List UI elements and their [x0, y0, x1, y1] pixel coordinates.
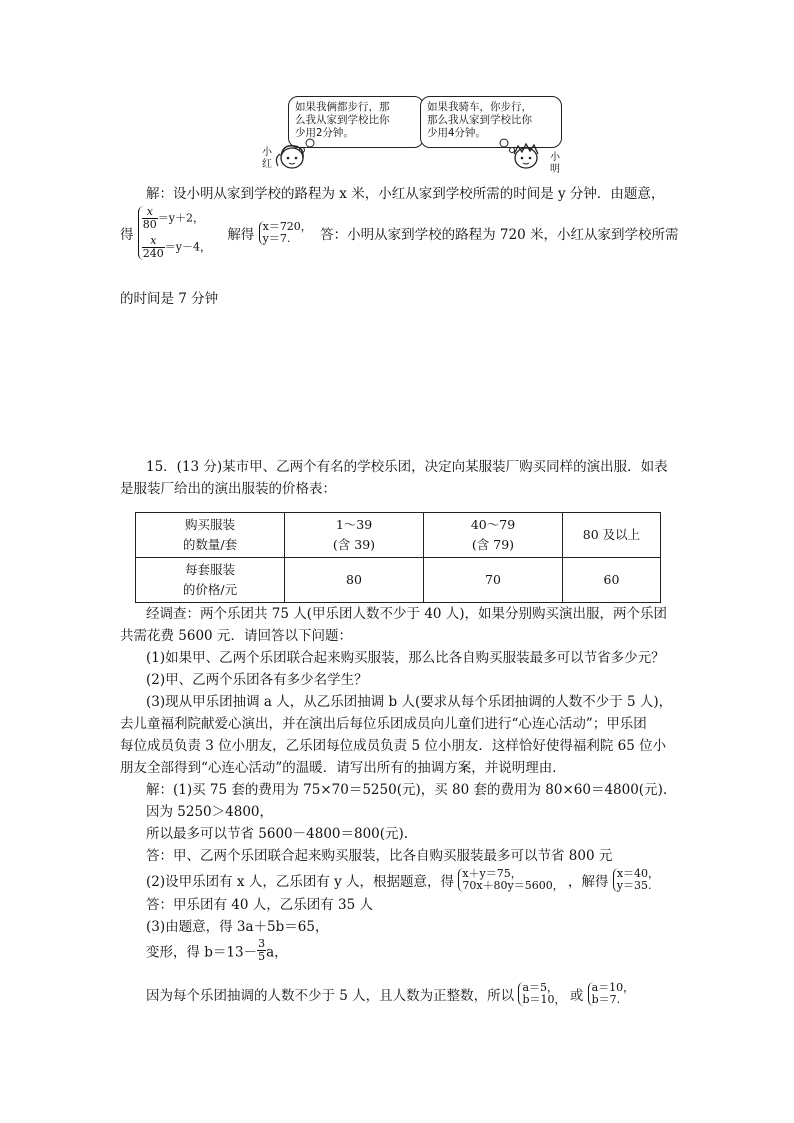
s3-case1-b: b＝10，	[522, 993, 566, 1006]
solution-2-line	[146, 868, 659, 892]
p14-solve: 解得	[227, 227, 255, 243]
s3-num: 3	[258, 937, 266, 950]
table-cell: 80	[285, 558, 424, 603]
s3-pre: 变形，得 b＝13－	[146, 944, 258, 961]
s2-sol2: y＝35.	[616, 879, 652, 892]
table-row	[136, 513, 661, 558]
name-left-2: 红	[262, 159, 272, 170]
eq2-num: x	[142, 235, 165, 248]
solution-2-answer: 答：甲乐团有 40 人，乙乐团有 35 人	[146, 897, 374, 913]
question-2: (2)甲、乙两个乐团各有多少名学生？	[146, 672, 368, 688]
question-1: (1)如果甲、乙两个乐团联合起来购买服装，那么比各自购买服装最多可以节省多少元？	[146, 650, 665, 666]
solution-2-mid: ，解得	[568, 874, 609, 890]
s3-case1-a: a＝5，	[522, 981, 559, 994]
range-2-note: (含 79)	[471, 537, 515, 552]
table-cell: 60	[563, 558, 661, 603]
table-cell	[424, 513, 563, 558]
s3-den: 5	[258, 950, 266, 963]
solution-1-line2: 因为 5250＞4800，	[146, 804, 274, 820]
eq1-num: x	[142, 206, 158, 219]
table-cell: 70	[424, 558, 563, 603]
survey-line2: 共需花费 5600 元．请回答以下问题：	[120, 628, 352, 644]
solution-3-line1: (3)由题意，得 3a＋5b＝65，	[146, 919, 329, 935]
solution-1-line4: 答：甲、乙两个乐团联合起来购买服装，比各自购买服装最多可以节省 800 元	[146, 848, 613, 864]
name-right-1: 小	[550, 152, 560, 163]
range-1: 1～39	[335, 517, 373, 532]
s2-eq1: x＋y＝75，	[462, 867, 522, 880]
eq1-rest: ＝y＋2，	[157, 211, 205, 225]
bubble-right-line1: 如果我骑车，你步行，	[427, 101, 532, 113]
bubble-right-line3: 少用4分钟。	[427, 127, 486, 139]
question-3-line3: 每位成员负责 3 位小朋友，乙乐团每位成员负责 5 位小朋友．这样恰好使得福利院 65 位小	[120, 738, 667, 754]
p14-de: 得	[120, 227, 134, 243]
solution-2-text: (2)设甲乐团有 x 人，乙乐团有 y 人，根据题意，得	[146, 874, 455, 890]
table-cell	[285, 513, 424, 558]
s2-sol1: x＝40，	[616, 867, 660, 880]
range-1-note: (含 39)	[332, 537, 376, 552]
p14-line1: 解：设小明从家到学校的路程为 x 米，小红从家到学校所需的时间是 y 分钟．由题意，	[146, 186, 665, 202]
sol2: y＝7.	[262, 232, 291, 245]
price-table	[135, 512, 661, 603]
eq1-den: 80	[142, 218, 157, 231]
p14-answer-cont: 的时间是 7 分钟	[120, 291, 219, 307]
p15-intro2: 是服装厂给出的演出服装的价格表：	[120, 481, 336, 497]
name-right-2: 明	[550, 164, 560, 175]
range-3: 80 及以上	[582, 527, 641, 542]
sol1: x＝720，	[262, 220, 312, 233]
bubble-right-line2: 那么我从家到学校比你	[427, 114, 532, 126]
table-row	[136, 558, 661, 603]
s3-or: 或	[569, 988, 584, 1004]
s3-case2-a: a＝10，	[591, 981, 635, 994]
range-2: 40～79	[470, 517, 516, 532]
table-cell	[136, 513, 285, 558]
p14-system	[138, 206, 211, 260]
solution-3-line3	[146, 982, 634, 1006]
solution-1-line1: 解：(1)买 75 套的费用为 75×70＝5250(元)，买 80 套的费用为 80×60＝4800(元).	[146, 782, 668, 798]
name-left-1: 小	[262, 147, 272, 158]
p14-solution	[259, 221, 312, 245]
header-qty-2: 的数量/套	[182, 537, 238, 552]
bubble-left-line1: 如果我俩都步行，那	[295, 101, 390, 113]
header-price-2: 的价格/元	[182, 582, 238, 597]
question-3-line4: 朋友全部得到“心连心活动”的温暖．请写出所有的抽调方案，并说明理由．	[120, 760, 566, 776]
eq2-rest: ＝y－4，	[164, 240, 212, 254]
header-qty-1: 购买服装	[184, 517, 235, 532]
solution-2-result	[613, 868, 659, 892]
s2-eq2: 70x＋80y＝5600，	[462, 879, 564, 892]
question-3-line2: 去儿童福利院献爱心演出，并在演出后每位乐团成员向儿童们进行“心连心活动”；甲乐团	[120, 716, 647, 732]
s3-case1	[518, 982, 565, 1006]
p15-intro1: 15．(13 分)某市甲、乙两个有名的学校乐团，决定向某服装厂购买同样的演出服．如表	[146, 459, 668, 475]
table-cell	[136, 558, 285, 603]
bubble-left-line3: 少用2分钟。	[295, 127, 354, 139]
header-price-1: 每套服装	[184, 562, 235, 577]
question-3-line1: (3)现从甲乐团抽调 a 人，从乙乐团抽调 b 人(要求从每个乐团抽调的人数不少于 5 人)，	[146, 694, 673, 710]
solution-2-system	[458, 868, 563, 892]
p14-answer: 答：小明从家到学校的路程为 720 米，小红从家到学校所需	[320, 227, 679, 243]
s3-case2	[588, 982, 635, 1006]
table-cell	[563, 513, 661, 558]
s3-text: 因为每个乐团抽调的人数不少于 5 人，且人数为正整数，所以	[146, 988, 515, 1004]
solution-1-line3: 所以最多可以节省 5600－4800＝800(元).	[146, 826, 409, 842]
p14-equation-system	[120, 206, 678, 260]
eq2-den: 240	[142, 247, 164, 260]
survey-line1: 经调查：两个乐团共 75 人(甲乐团人数不少于 40 人)，如果分别购买演出服，两个乐团	[146, 606, 668, 622]
solution-3-line2	[146, 938, 288, 963]
s3-case2-b: b＝7.	[591, 993, 621, 1006]
bubble-left-line2: 么我从家到学校比你	[295, 114, 390, 126]
s3-post: a，	[266, 944, 288, 961]
